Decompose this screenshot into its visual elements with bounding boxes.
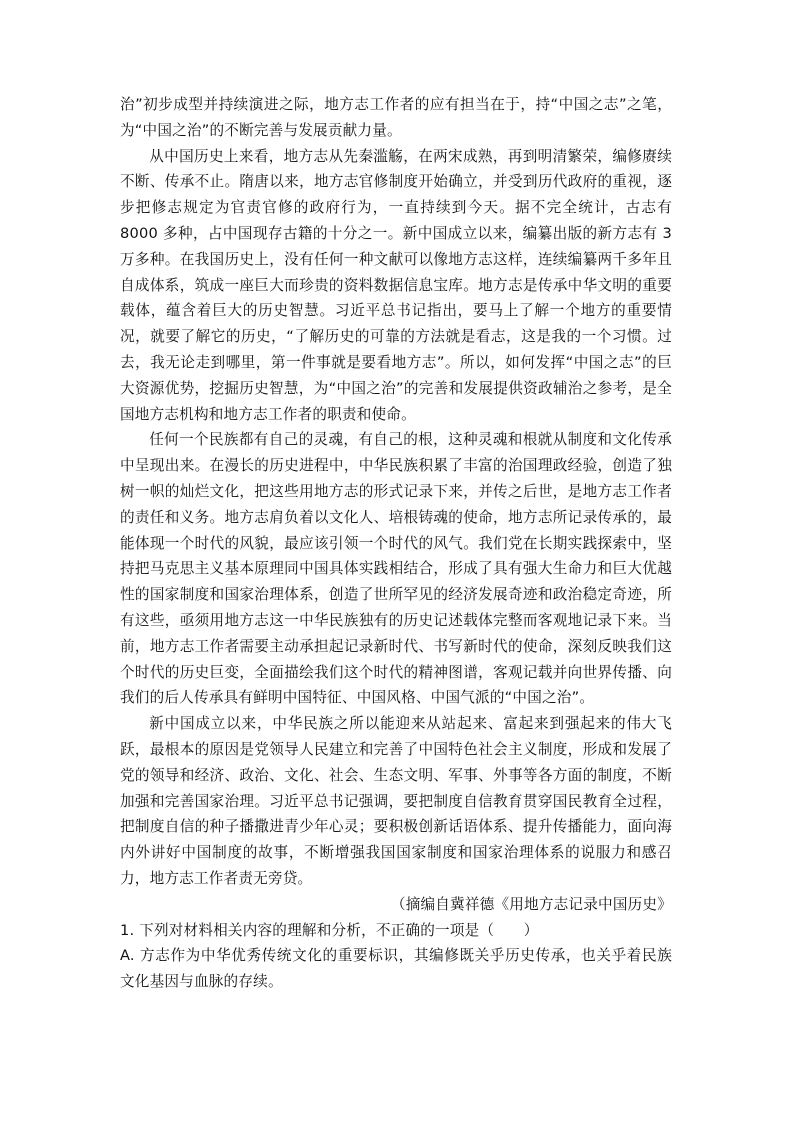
article-source: （摘编自冀祥德《用地方志记录中国历史》	[390, 895, 672, 913]
question-stem: 1. 下列对材料相关内容的理解和分析，不正确的一项是（ ）	[120, 921, 539, 939]
paragraph-intro-continuation: 治”初步成型并持续演进之际，地方志工作者的应有担当在于，持“中国之志”之笔，为“中国之治”的不断完善与发展贡献力量。	[120, 96, 672, 139]
paragraph-history: 从中国历史上来看，地方志从先秦滥觞，在两宋成熟，再到明清繁荣，编修赓续不断、传承不止。隋唐以来，地方志官修制度开始确立，并受到历代政府的重视，逐步把修志规定为官责官修的政府行为，一直持续到今天。据不完全统计，古志有 8000 多种，占中国现存古籍的十分之一。新中国成立以来，编纂出版的新方志有 3 万多种。在我国历史上，没有任何一种文献可以像地方志这样，连续编纂两千多年且自成体系，筑成一座巨大而珍贵的资料数据信息宝库。地方志是传承中华文明的重要载体，蕴含着巨大的历史智慧。习近平总书记指出，要马上了解一个地方的重要情况，就要了解它的历史，“了解历史的可靠的方法就是看志，这是我的一个习惯。过去，我无论走到哪里，第一件事就是要看地方志”。所以，如何发挥“中国之志”的巨大资源优势，挖掘历史智慧，为“中国之治”的完善和发展提供资政辅治之参考，是全国地方志机构和地方志工作者的职责和使命。	[120, 147, 672, 423]
paragraph-culture: 任何一个民族都有自己的灵魂，有自己的根，这种灵魂和根就从制度和文化传承中呈现出来。在漫长的历史进程中，中华民族积累了丰富的治国理政经验，创造了独树一帜的灿烂文化，把这些用地方志的形式记录下来，并传之后世，是地方志工作者的责任和义务。地方志肩负着以文化人、培根铸魂的使命，地方志所记录传承的，最能体现一个时代的风貌，最应该引领一个时代的风气。我们党在长期实践探索中，坚持把马克思主义基本原理同中国具体实践相结合，形成了具有强大生命力和巨大优越性的国家制度和国家治理体系，创造了世所罕见的经济发展奇迹和政治稳定奇迹，所有这些，亟须用地方志这一中华民族独有的历史记述载体完整而客观地记录下来。当前，地方志工作者需要主动承担起记录新时代、书写新时代的使命，深刻反映我们这个时代的历史巨变，全面描绘我们这个时代的精神图谱，客观记载并向世界传播、向我们的后人传承具有鲜明中国特征、中国风格、中国气派的“中国之治”。	[120, 431, 672, 707]
document-body	[120, 92, 672, 995]
paragraph-institution: 新中国成立以来，中华民族之所以能迎来从站起来、富起来到强起来的伟大飞跃，最根本的原因是党领导人民建立和完善了中国特色社会主义制度，形成和发展了党的领导和经济、政治、文化、社会、生态文明、军事、外事等各方面的制度，不断加强和完善国家治理。习近平总书记强调，要把制度自信教育贯穿国民教育全过程，把制度自信的种子播撒进青少年心灵；要积极创新话语体系、提升传播能力，面向海内外讲好中国制度的故事，不断增强我国国家制度和国家治理体系的说服力和感召力，地方志工作者责无旁贷。	[120, 715, 672, 887]
question-option-a: A. 方志作为中华优秀传统文化的重要标识，其编修既关乎历史传承，也关乎着民族文化基因与血脉的存续。	[120, 947, 672, 991]
